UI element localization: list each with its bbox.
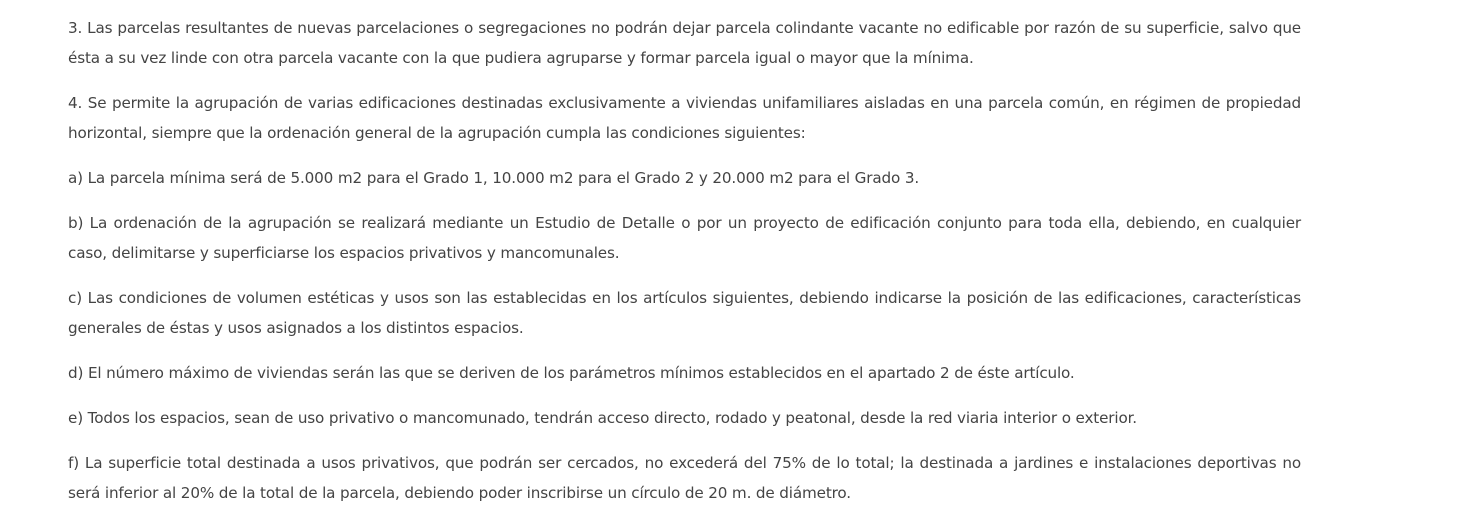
paragraph-item-e: e) Todos los espacios, sean de uso privativo o mancomunado, tendrán acceso directo, rodado y peatonal, desde la red viaria interior o exterior. — [68, 409, 1137, 427]
paragraph-item-f: f) La superficie total destinada a usos privativos, que podrán ser cercados, no excederá del 75% de lo total; la destinada a jardines e instalaciones deportivas no será inferior al 20% de la total de la parcela, debiendo poder inscribirse un círculo de 20 m. de diámetro. — [68, 454, 1301, 502]
article-content — [68, 13, 1301, 523]
paragraph-4: 4. Se permite la agrupación de varias edificaciones destinadas exclusivamente a viviendas unifamiliares aisladas en una parcela común, en régimen de propiedad horizontal, siempre que la ordenación general de la agrupación cumpla las condiciones siguientes: — [68, 94, 1301, 142]
paragraph-item-d: d) El número máximo de viviendas serán las que se deriven de los parámetros mínimos establecidos en el apartado 2 de éste artículo. — [68, 364, 1075, 382]
paragraph-item-a: a) La parcela mínima será de 5.000 m2 para el Grado 1, 10.000 m2 para el Grado 2 y 20.000 m2 para el Grado 3. — [68, 169, 920, 187]
paragraph-item-c: c) Las condiciones de volumen estéticas y usos son las establecidas en los artículos siguientes, debiendo indicarse la posición de las edificaciones, características generales de éstas y usos asignados a los distintos espacios. — [68, 289, 1301, 337]
paragraph-item-b: b) La ordenación de la agrupación se realizará mediante un Estudio de Detalle o por un proyecto de edificación conjunto para toda ella, debiendo, en cualquier caso, delimitarse y superficiarse los espacios privativos y mancomunales. — [68, 214, 1301, 262]
paragraph-3: 3. Las parcelas resultantes de nuevas parcelaciones o segregaciones no podrán dejar parcela colindante vacante no edificable por razón de su superficie, salvo que ésta a su vez linde con otra parcela vacante con la que pudiera agruparse y formar parcela igual o mayor que la mínima. — [68, 19, 1301, 67]
